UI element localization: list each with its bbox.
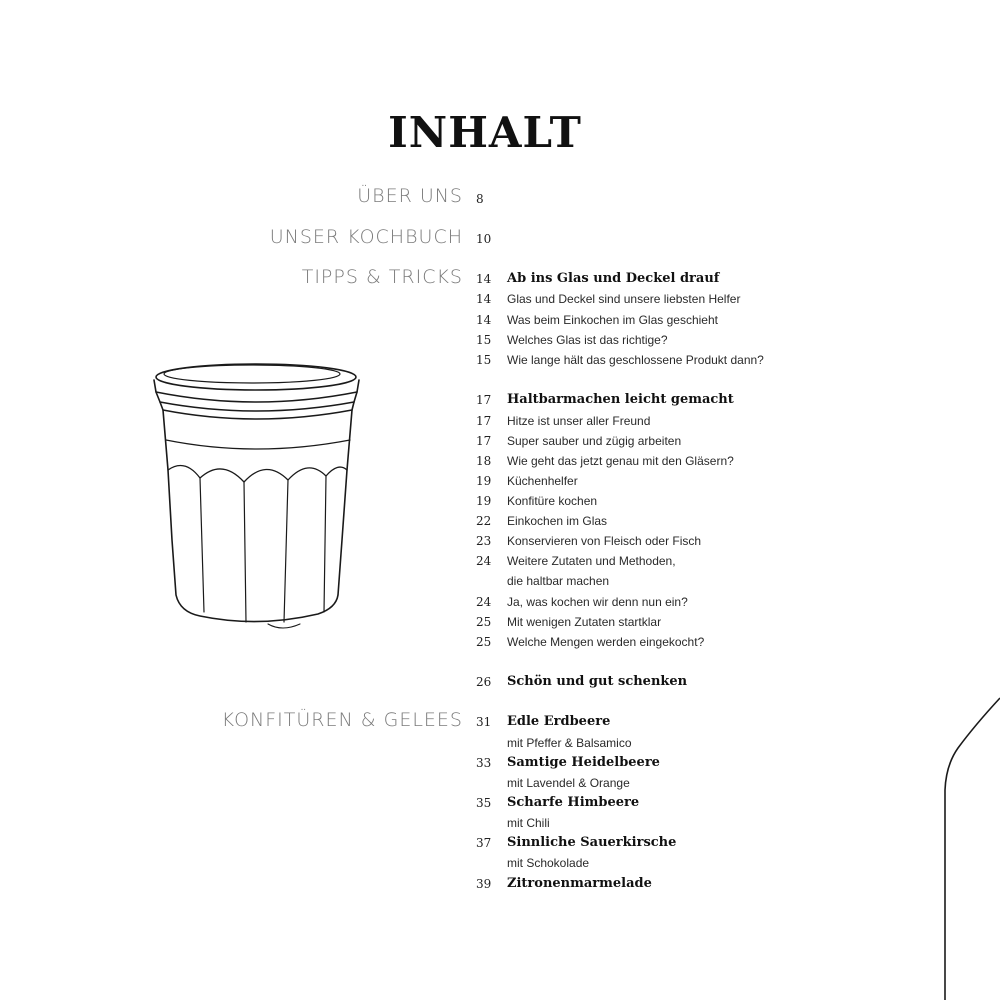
toc-entry: Mit wenigen Zutaten startklar: [507, 615, 662, 629]
toc-entry: Ja, was kochen wir denn nun ein?: [507, 595, 688, 609]
recipe-title: Samtige Heidelbeere: [507, 755, 660, 770]
toc-page-number: 17: [476, 434, 492, 448]
section-konfitueren-gelees: KONFITÜREN & GELEES: [221, 709, 463, 731]
toc-entry: Welche Mengen werden eingekocht?: [507, 635, 705, 649]
toc-page-number: 25: [476, 615, 492, 629]
toc-page-number: 14: [476, 313, 492, 327]
section-ueber-uns: ÜBER UNS: [357, 185, 463, 207]
recipe-subtitle: mit Schokolade: [507, 856, 590, 870]
toc-page-number: 31: [476, 715, 492, 729]
toc-heading: Ab ins Glas und Deckel drauf: [507, 271, 720, 286]
toc-page-number: 15: [476, 353, 492, 367]
toc-heading: Schön und gut schenken: [507, 674, 688, 689]
toc-entry: Küchenhelfer: [507, 474, 578, 488]
section-unser-kochbuch: UNSER KOCHBUCH: [269, 226, 463, 248]
toc-page-number: 35: [476, 796, 492, 810]
toc-page-number: 23: [476, 534, 492, 548]
toc-page-number: 24: [476, 595, 492, 609]
toc-entry: Weitere Zutaten und Methoden,: [507, 554, 676, 568]
toc-page-number: 22: [476, 514, 492, 528]
toc-page-number: 17: [476, 393, 492, 407]
toc-entry-continued: die haltbar machen: [507, 574, 610, 588]
toc-page-number: 37: [476, 836, 492, 850]
toc-page-number: 26: [476, 675, 492, 689]
toc-page-number: 39: [476, 877, 492, 891]
toc-page-number: 24: [476, 554, 492, 568]
page-title: INHALT: [388, 108, 582, 157]
toc-page-number: 14: [476, 292, 492, 306]
toc-entry: Konfitüre kochen: [507, 494, 598, 508]
toc-page-number: 19: [476, 494, 492, 508]
toc-page-number: 14: [476, 272, 492, 286]
toc-page-number: 19: [476, 474, 492, 488]
toc-entry: Wie lange hält das geschlossene Produkt dann?: [507, 353, 764, 367]
recipe-title: Zitronenmarmelade: [507, 876, 652, 891]
section-tipps-tricks: TIPPS & TRICKS: [301, 266, 463, 288]
recipe-subtitle: mit Lavendel & Orange: [507, 776, 630, 790]
toc-heading: Haltbarmachen leicht gemacht: [507, 392, 734, 407]
toc-entry: Wie geht das jetzt genau mit den Gläsern?: [507, 454, 734, 468]
toc-page-number: 33: [476, 756, 492, 770]
recipe-title: Scharfe Himbeere: [507, 795, 640, 810]
recipe-title: Sinnliche Sauerkirsche: [507, 835, 677, 850]
toc-entry: Super sauber und zügig arbeiten: [507, 434, 682, 448]
toc-entry: Welches Glas ist das richtige?: [507, 333, 668, 347]
toc-page-number: 17: [476, 414, 492, 428]
toc-entry: Was beim Einkochen im Glas geschieht: [507, 313, 718, 327]
toc-entry: Einkochen im Glas: [507, 514, 608, 528]
toc-page-number: 15: [476, 333, 492, 347]
recipe-subtitle: mit Pfeffer & Balsamico: [507, 736, 632, 750]
section-ueber-uns-page: 8: [476, 192, 484, 206]
toc-entry: Konservieren von Fleisch oder Fisch: [507, 534, 702, 548]
toc-page-number: 25: [476, 635, 492, 649]
recipe-title: Edle Erdbeere: [507, 714, 611, 729]
recipe-subtitle: mit Chili: [507, 816, 550, 830]
toc-entry: Hitze ist unser aller Freund: [507, 414, 651, 428]
toc-page-number: 18: [476, 454, 492, 468]
section-unser-kochbuch-page: 10: [476, 232, 492, 246]
toc-entry: Glas und Deckel sind unsere liebsten Helfer: [507, 292, 741, 306]
